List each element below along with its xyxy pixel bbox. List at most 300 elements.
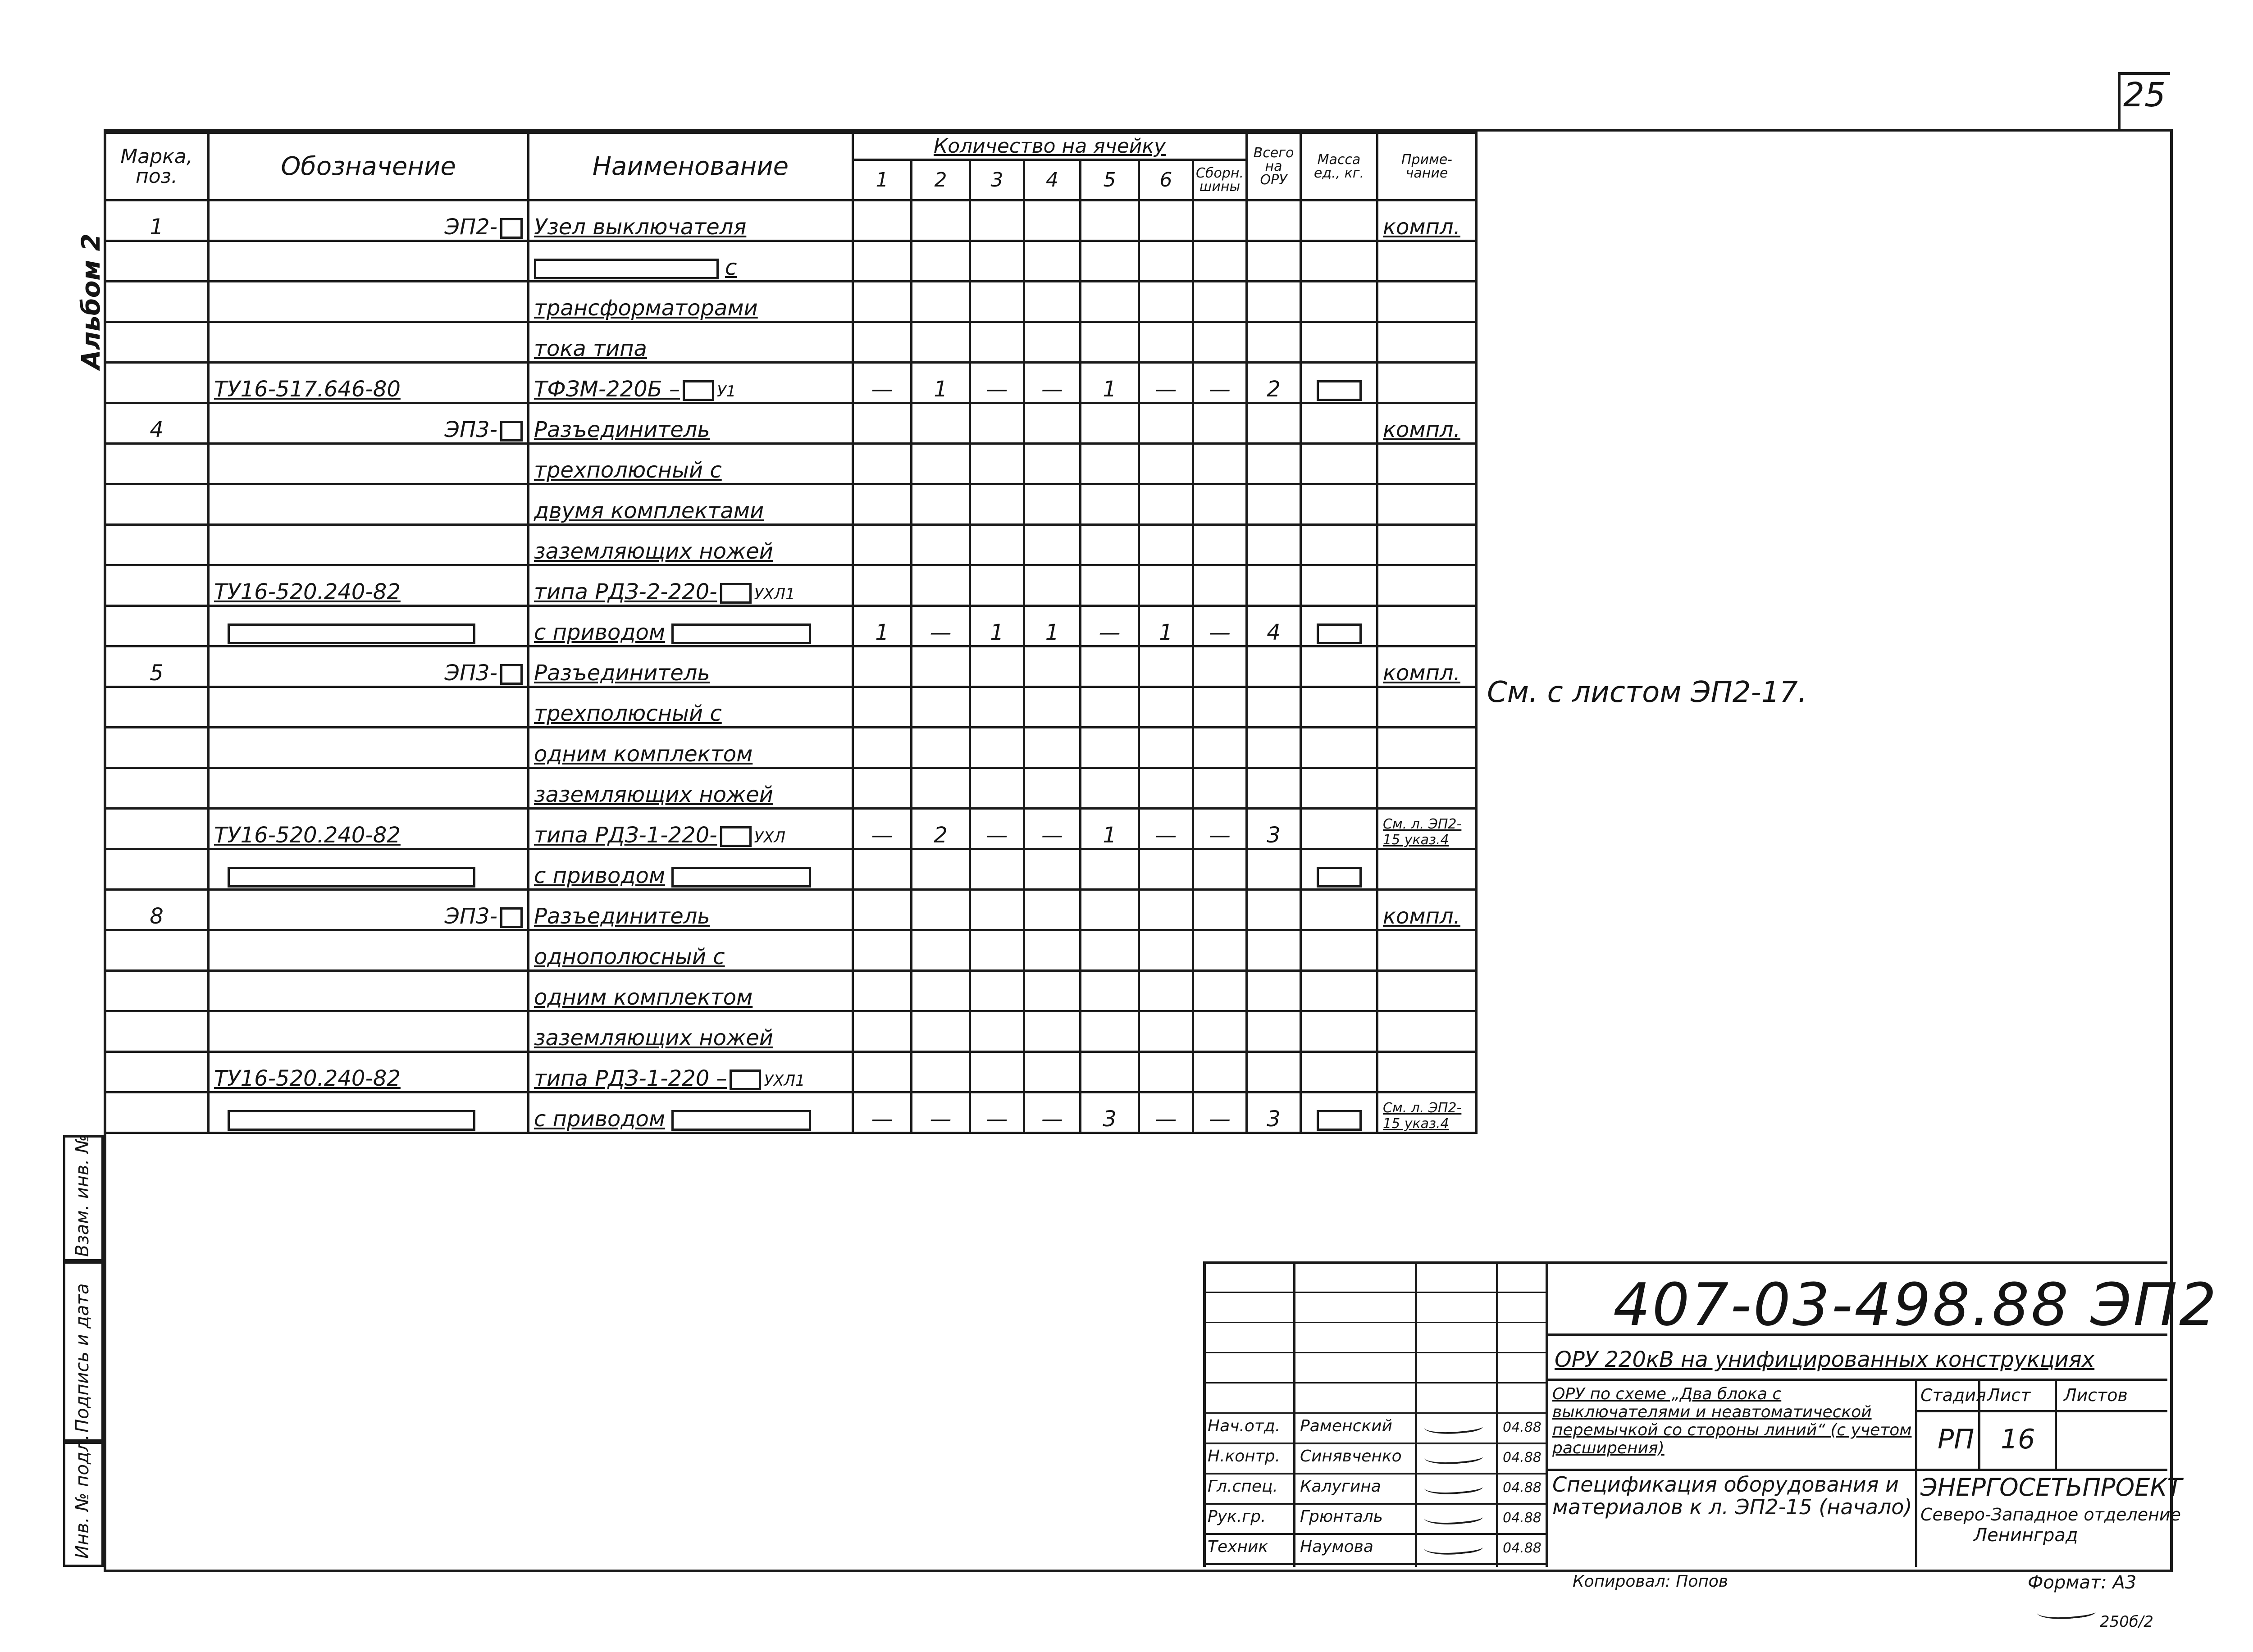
cell-qty-3: — xyxy=(970,1092,1024,1133)
table-row xyxy=(105,363,1477,403)
cell-qty-3 xyxy=(970,200,1024,241)
cell-mass xyxy=(1301,849,1377,890)
cell-qty-2 xyxy=(912,728,970,768)
cell-mass xyxy=(1301,282,1377,322)
cell-qty-6 xyxy=(1139,930,1193,971)
table-row xyxy=(105,403,1477,444)
cell-designation xyxy=(209,930,529,971)
cell-name xyxy=(529,200,853,241)
cell-qty-4 xyxy=(1024,282,1081,322)
cell-qty-2 xyxy=(912,444,970,484)
cell-note xyxy=(1377,241,1477,282)
designation-text: ЭП3- xyxy=(444,660,497,686)
cell-designation xyxy=(209,849,529,890)
cell-total xyxy=(1247,646,1301,687)
cell-qty-6: — xyxy=(1139,809,1193,849)
cell-qty-6: 1 xyxy=(1139,606,1193,646)
designation-blank-box xyxy=(500,907,523,928)
cell-qty-4 xyxy=(1024,241,1081,282)
cell-qty-4 xyxy=(1024,565,1081,606)
cell-qty-7 xyxy=(1193,1011,1247,1052)
cell-mark: 4 xyxy=(105,403,209,444)
cell-qty-3 xyxy=(970,484,1024,525)
cell-qty-5 xyxy=(1081,200,1139,241)
cell-qty-6 xyxy=(1139,565,1193,606)
cell-name xyxy=(529,282,853,322)
cell-qty-7 xyxy=(1193,890,1247,930)
designation-blank-box xyxy=(500,664,523,685)
cell-qty-2 xyxy=(912,322,970,363)
cell-qty-1 xyxy=(853,241,912,282)
cell-qty-5 xyxy=(1081,565,1139,606)
cell-name xyxy=(529,363,853,403)
cell-qty-5 xyxy=(1081,849,1139,890)
cell-designation xyxy=(209,444,529,484)
cell-name xyxy=(529,646,853,687)
cell-qty-5 xyxy=(1081,768,1139,809)
cell-qty-7: — xyxy=(1193,606,1247,646)
signer-name: Наумова xyxy=(1300,1538,1373,1556)
cell-qty-5 xyxy=(1081,322,1139,363)
cell-qty-2 xyxy=(912,849,970,890)
table-row xyxy=(105,890,1477,930)
table-row xyxy=(105,282,1477,322)
cell-mass xyxy=(1301,565,1377,606)
cell-qty-2 xyxy=(912,200,970,241)
cell-designation xyxy=(209,363,529,403)
name-text: с приводом xyxy=(534,1106,666,1132)
signer-date: 04.88 xyxy=(1503,1450,1542,1465)
signer-date: 04.88 xyxy=(1503,1420,1542,1435)
cell-mark xyxy=(105,606,209,646)
cell-qty-4: — xyxy=(1024,1092,1081,1133)
cell-qty-6: — xyxy=(1139,363,1193,403)
cell-mark: 1 xyxy=(105,200,209,241)
cell-designation xyxy=(209,971,529,1011)
header-qty-1: 1 xyxy=(853,160,912,200)
designation-blank-field xyxy=(228,867,475,887)
page-number: 25 xyxy=(2123,76,2166,114)
table-row xyxy=(105,728,1477,768)
cell-qty-1 xyxy=(853,565,912,606)
cell-name xyxy=(529,971,853,1011)
cell-qty-5 xyxy=(1081,687,1139,728)
mass-blank-box xyxy=(1317,1110,1362,1131)
cell-qty-3 xyxy=(970,768,1024,809)
table-row xyxy=(105,971,1477,1011)
designation-blank-box xyxy=(500,421,523,441)
cell-qty-1 xyxy=(853,525,912,565)
table-row xyxy=(105,809,1477,849)
header-qty-busbar: Сборн. шины xyxy=(1193,160,1247,200)
side-stamp-signature-label: Подпись и дата xyxy=(72,1283,93,1433)
designation-text: ЭП3- xyxy=(444,417,497,442)
cell-qty-3 xyxy=(970,728,1024,768)
cell-name xyxy=(529,403,853,444)
cell-name xyxy=(529,849,853,890)
header-name: Наименование xyxy=(529,133,853,200)
cell-qty-2 xyxy=(912,646,970,687)
cell-qty-5 xyxy=(1081,525,1139,565)
cell-qty-4 xyxy=(1024,444,1081,484)
side-stamp-replace-label: Взам. инв. № xyxy=(72,1134,93,1257)
sheet-title: Спецификация оборудования и материалов к л. ЭП2-15 (начало) xyxy=(1552,1472,1912,1519)
cell-qty-7 xyxy=(1193,484,1247,525)
cell-total xyxy=(1247,890,1301,930)
cell-total xyxy=(1247,849,1301,890)
title-block-sep1 xyxy=(1293,1261,1295,1567)
name-text: Разъединитель xyxy=(534,417,710,442)
cell-qty-2: — xyxy=(912,606,970,646)
cell-qty-4 xyxy=(1024,525,1081,565)
cell-designation xyxy=(209,565,529,606)
project-title: ОРУ 220кВ на унифицированных конструкциях xyxy=(1555,1347,2095,1372)
cell-qty-2 xyxy=(912,930,970,971)
designation-text: ТУ16-520.240-82 xyxy=(214,823,401,848)
cell-total xyxy=(1247,930,1301,971)
stage-value: РП xyxy=(1938,1424,1975,1455)
cell-total xyxy=(1247,971,1301,1011)
cell-designation xyxy=(209,687,529,728)
signature-grid-row xyxy=(1203,1292,1546,1293)
cell-qty-3 xyxy=(970,890,1024,930)
cell-qty-4 xyxy=(1024,484,1081,525)
cell-note xyxy=(1377,444,1477,484)
cell-total xyxy=(1247,1052,1301,1092)
cell-name xyxy=(529,809,853,849)
copied-by: Копировал: Попов xyxy=(1573,1572,1729,1591)
cell-qty-7 xyxy=(1193,930,1247,971)
cell-total xyxy=(1247,200,1301,241)
title-block-sep3 xyxy=(1496,1261,1498,1567)
cell-mass xyxy=(1301,890,1377,930)
cell-mark: 5 xyxy=(105,646,209,687)
cell-mass xyxy=(1301,728,1377,768)
cell-qty-1 xyxy=(853,849,912,890)
cell-qty-6 xyxy=(1139,241,1193,282)
signer-date: 04.88 xyxy=(1503,1510,1542,1526)
name-text: заземляющих ножей xyxy=(534,1025,773,1051)
name-text: одним комплектом xyxy=(534,742,753,767)
name-text: Разъединитель xyxy=(534,904,710,929)
cell-mass xyxy=(1301,363,1377,403)
header-qty-5: 5 xyxy=(1081,160,1139,200)
cell-qty-3 xyxy=(970,1052,1024,1092)
cell-qty-2 xyxy=(912,971,970,1011)
cell-qty-6 xyxy=(1139,322,1193,363)
cell-mass xyxy=(1301,241,1377,282)
cell-mass xyxy=(1301,1011,1377,1052)
name-text: типа РДЗ-2-220- xyxy=(534,579,717,605)
table-row xyxy=(105,525,1477,565)
cell-qty-2 xyxy=(912,890,970,930)
format-label: Формат: А3 xyxy=(2028,1572,2137,1593)
cell-mass xyxy=(1301,768,1377,809)
cell-qty-4: — xyxy=(1024,809,1081,849)
cell-total xyxy=(1247,241,1301,282)
title-block-left xyxy=(1203,1261,1206,1567)
cell-mass xyxy=(1301,403,1377,444)
header-mass: Масса ед., кг. xyxy=(1301,133,1377,200)
cell-qty-6 xyxy=(1139,484,1193,525)
cell-total xyxy=(1247,282,1301,322)
signer-date: 04.88 xyxy=(1503,1480,1542,1496)
name-text: заземляющих ножей xyxy=(534,782,773,807)
cell-note xyxy=(1377,687,1477,728)
cell-qty-7 xyxy=(1193,322,1247,363)
organization: ЭНЕРГОСЕТЬПРОЕКТ xyxy=(1920,1473,2182,1502)
cell-note: компл. xyxy=(1377,403,1477,444)
cell-qty-1: — xyxy=(853,363,912,403)
cell-note: компл. xyxy=(1377,890,1477,930)
cell-qty-2 xyxy=(912,525,970,565)
cell-name xyxy=(529,687,853,728)
name-suffix: У1 xyxy=(716,382,736,400)
cell-qty-1 xyxy=(853,1052,912,1092)
table-row xyxy=(105,200,1477,241)
organization-branch: Северо-Западное отделение xyxy=(1920,1505,2181,1525)
cell-total xyxy=(1247,768,1301,809)
cell-qty-1 xyxy=(853,444,912,484)
cell-designation xyxy=(209,890,529,930)
header-qty-6: 6 xyxy=(1139,160,1193,200)
cell-note: компл. xyxy=(1377,200,1477,241)
designation-text: ТУ16-520.240-82 xyxy=(214,579,401,605)
name-text: с xyxy=(725,255,737,280)
album-label: Альбом 2 xyxy=(77,233,106,369)
signer-name: Раменский xyxy=(1300,1417,1392,1435)
cell-qty-2 xyxy=(912,565,970,606)
name-text: двумя комплектами xyxy=(534,498,764,523)
signature-grid-row xyxy=(1203,1443,1546,1444)
cell-mark xyxy=(105,444,209,484)
cell-qty-6 xyxy=(1139,890,1193,930)
title-block-h2 xyxy=(1546,1379,2167,1381)
cell-qty-4 xyxy=(1024,728,1081,768)
cell-qty-1 xyxy=(853,890,912,930)
organization-city: Ленинград xyxy=(1974,1525,2078,1546)
cell-total xyxy=(1247,444,1301,484)
name-suffix: УХЛ1 xyxy=(754,585,795,603)
sheet-value: 16 xyxy=(2001,1424,2035,1455)
cell-qty-1 xyxy=(853,322,912,363)
specification-body xyxy=(105,200,1477,1133)
cell-qty-3 xyxy=(970,525,1024,565)
cell-mark: 8 xyxy=(105,890,209,930)
cell-designation xyxy=(209,1092,529,1133)
name-blank-field xyxy=(671,867,811,887)
cell-total xyxy=(1247,525,1301,565)
cell-mass xyxy=(1301,930,1377,971)
cell-qty-7: — xyxy=(1193,1092,1247,1133)
name-text: одним комплектом xyxy=(534,985,753,1010)
cell-note xyxy=(1377,930,1477,971)
cell-qty-7 xyxy=(1193,525,1247,565)
cell-qty-6 xyxy=(1139,200,1193,241)
signer-role: Техник xyxy=(1208,1538,1268,1556)
cell-total: 4 xyxy=(1247,606,1301,646)
title-block-top xyxy=(1203,1261,2167,1264)
cell-mass xyxy=(1301,687,1377,728)
cell-note xyxy=(1377,1011,1477,1052)
cell-total xyxy=(1247,728,1301,768)
cell-qty-5 xyxy=(1081,646,1139,687)
cell-name xyxy=(529,484,853,525)
cell-total xyxy=(1247,1011,1301,1052)
cell-designation xyxy=(209,768,529,809)
designation-blank-box xyxy=(500,218,523,239)
cell-total xyxy=(1247,322,1301,363)
cell-qty-3 xyxy=(970,282,1024,322)
cell-designation xyxy=(209,606,529,646)
cell-qty-7: — xyxy=(1193,809,1247,849)
table-row xyxy=(105,1011,1477,1052)
side-stamp-inv-label: Инв. № подл. xyxy=(72,1434,93,1559)
cell-mass xyxy=(1301,444,1377,484)
cell-name xyxy=(529,1092,853,1133)
cell-qty-2 xyxy=(912,241,970,282)
mass-blank-box xyxy=(1317,867,1362,887)
signer-role: Рук.гр. xyxy=(1208,1507,1266,1526)
cell-note: компл. xyxy=(1377,646,1477,687)
designation-blank-field xyxy=(228,623,475,644)
cell-name xyxy=(529,444,853,484)
cell-qty-7 xyxy=(1193,200,1247,241)
cell-designation xyxy=(209,484,529,525)
cell-name xyxy=(529,525,853,565)
name-blank-field xyxy=(671,623,811,644)
cell-name xyxy=(529,728,853,768)
cell-qty-2 xyxy=(912,1052,970,1092)
cell-qty-2: 1 xyxy=(912,363,970,403)
title-block-sep2 xyxy=(1415,1261,1417,1567)
cell-note xyxy=(1377,768,1477,809)
cell-qty-6 xyxy=(1139,282,1193,322)
table-row xyxy=(105,687,1477,728)
designation-text: ТУ16-517.646-80 xyxy=(214,377,401,402)
header-mark: Марка, поз. xyxy=(105,133,209,200)
cell-qty-2 xyxy=(912,687,970,728)
cell-qty-5: 3 xyxy=(1081,1092,1139,1133)
title-block-h-stage xyxy=(1915,1410,2167,1412)
cell-note xyxy=(1377,606,1477,646)
cell-note xyxy=(1377,484,1477,525)
signature-grid-row xyxy=(1203,1473,1546,1475)
cell-name xyxy=(529,890,853,930)
cell-qty-2 xyxy=(912,403,970,444)
name-text: с приводом xyxy=(534,620,666,645)
cell-note: См. л. ЭП2-15 указ.4 xyxy=(1377,1092,1477,1133)
cell-qty-2 xyxy=(912,768,970,809)
mass-blank-box xyxy=(1317,380,1362,401)
cell-qty-3 xyxy=(970,971,1024,1011)
cell-mark xyxy=(105,565,209,606)
signature-grid-row xyxy=(1203,1352,1546,1353)
cell-qty-1 xyxy=(853,403,912,444)
cell-mark xyxy=(105,1052,209,1092)
cell-qty-6 xyxy=(1139,849,1193,890)
cell-note xyxy=(1377,322,1477,363)
table-row xyxy=(105,1092,1477,1133)
cell-total: 2 xyxy=(1247,363,1301,403)
cell-mark xyxy=(105,930,209,971)
cell-mass xyxy=(1301,809,1377,849)
cell-qty-2 xyxy=(912,484,970,525)
cell-designation xyxy=(209,322,529,363)
cell-qty-7 xyxy=(1193,282,1247,322)
signer-role: Н.контр. xyxy=(1208,1447,1281,1465)
designation-text: ЭП2- xyxy=(444,214,497,240)
name-blank-box xyxy=(730,1069,761,1090)
title-block-v-stage xyxy=(1915,1379,1917,1567)
cell-qty-1 xyxy=(853,484,912,525)
cell-qty-2: 2 xyxy=(912,809,970,849)
cell-designation xyxy=(209,403,529,444)
name-text: типа РДЗ-1-220 – xyxy=(534,1066,727,1091)
cell-qty-5 xyxy=(1081,484,1139,525)
cell-mass xyxy=(1301,606,1377,646)
name-text: с приводом xyxy=(534,863,666,888)
cell-name xyxy=(529,930,853,971)
specification-table xyxy=(104,132,1478,1134)
cell-designation xyxy=(209,200,529,241)
cell-designation xyxy=(209,728,529,768)
cell-qty-1 xyxy=(853,200,912,241)
cell-mark xyxy=(105,484,209,525)
name-blank-box xyxy=(720,583,752,604)
cell-name xyxy=(529,322,853,363)
name-blank-field xyxy=(534,259,719,279)
cell-mass xyxy=(1301,484,1377,525)
title-block-v-sheets xyxy=(2055,1379,2057,1469)
cell-qty-2: — xyxy=(912,1092,970,1133)
cell-qty-6 xyxy=(1139,403,1193,444)
header-qty-2: 2 xyxy=(912,160,970,200)
cell-qty-5: 1 xyxy=(1081,363,1139,403)
cell-mass xyxy=(1301,971,1377,1011)
cell-qty-5 xyxy=(1081,930,1139,971)
cell-mass xyxy=(1301,200,1377,241)
archive-code-stroke xyxy=(2036,1601,2096,1622)
cell-qty-3 xyxy=(970,241,1024,282)
signature-grid-row xyxy=(1203,1503,1546,1505)
cell-name xyxy=(529,1052,853,1092)
cell-mass xyxy=(1301,322,1377,363)
cell-note xyxy=(1377,849,1477,890)
cell-total: 3 xyxy=(1247,1092,1301,1133)
signer-role: Гл.спец. xyxy=(1208,1477,1278,1496)
table-row xyxy=(105,646,1477,687)
cell-mark xyxy=(105,525,209,565)
cell-qty-4 xyxy=(1024,322,1081,363)
cell-qty-4 xyxy=(1024,768,1081,809)
signature-grid-row xyxy=(1203,1533,1546,1535)
cell-mark xyxy=(105,241,209,282)
cell-qty-4 xyxy=(1024,849,1081,890)
cell-note xyxy=(1377,728,1477,768)
cell-qty-3 xyxy=(970,930,1024,971)
designation-text: ЭП3- xyxy=(444,904,497,929)
signature-grid-row xyxy=(1203,1412,1546,1414)
mass-blank-box xyxy=(1317,623,1362,644)
sheets-label: Листов xyxy=(2064,1385,2128,1405)
table-row xyxy=(105,930,1477,971)
cell-note xyxy=(1377,363,1477,403)
signer-name: Калугина xyxy=(1300,1477,1381,1496)
cell-qty-6 xyxy=(1139,768,1193,809)
cell-note xyxy=(1377,1052,1477,1092)
cell-qty-6 xyxy=(1139,525,1193,565)
